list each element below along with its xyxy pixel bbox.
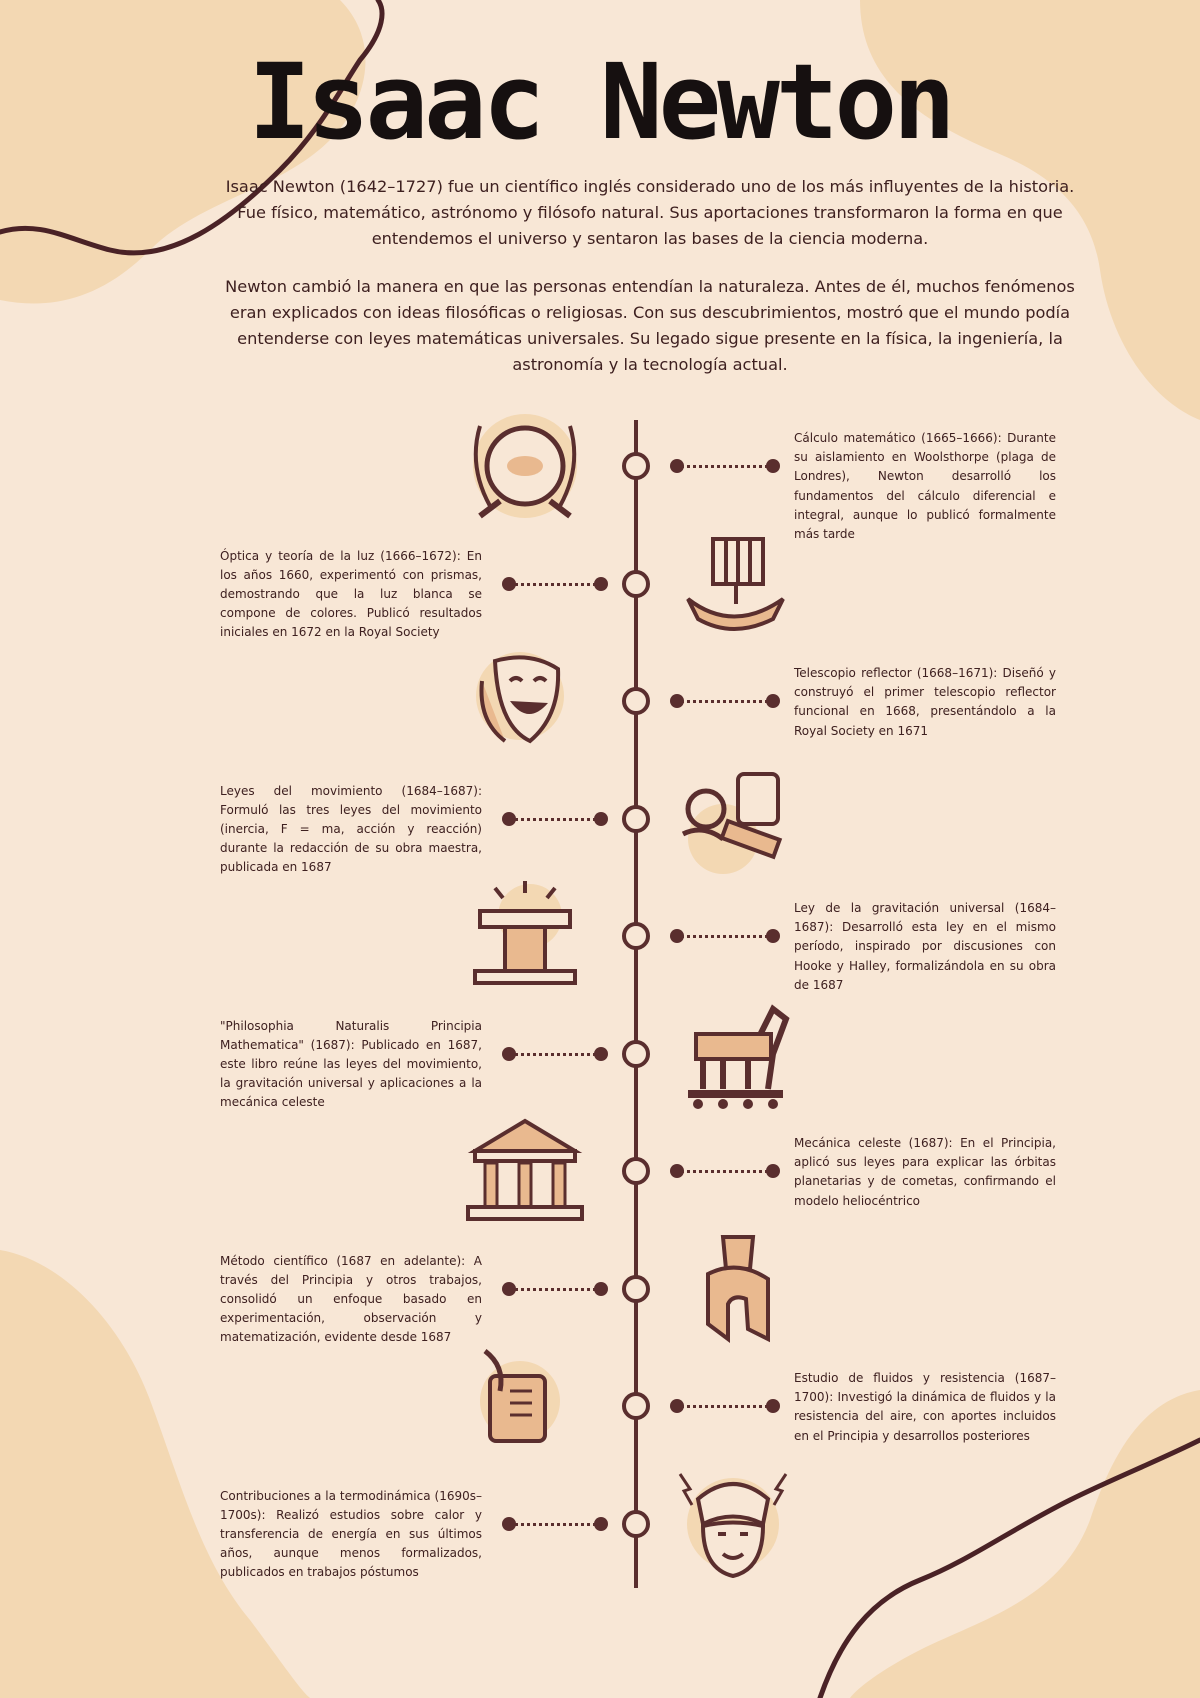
timeline-connector-3 — [670, 694, 780, 708]
timeline-entry-9: Estudio de fluidos y resistencia (1687–1700): Investigó la dinámica de fluidos y la resistencia del aire, con aportes incluidos en el Principia y desarrollos posteriores — [794, 1371, 1056, 1443]
zeus-head-icon — [668, 1464, 798, 1584]
intro-paragraph-1: Isaac Newton (1642–1727) fue un científico inglés considerado uno de los más influyentes de la historia. Fue físico, matemático, astrónomo y filósofo natural. Sus aportaciones transformaron la forma en que entendemos el universo y sentaron las bases de la ciencia moderna. — [225, 177, 1075, 248]
timeline-node-10 — [622, 1510, 650, 1538]
timeline-entry-2: Óptica y teoría de la luz (1666–1672): En los años 1660, experimentó con prismas, demostrando que la luz blanca se compone de colores. Publicó resultados iniciales en 1672 en la Royal Society — [220, 548, 482, 640]
theater-mask-icon — [460, 641, 590, 761]
timeline-node-8 — [622, 1275, 650, 1303]
timeline-entry-4: Leyes del movimiento (1684–1687): Formuló las tres leyes del movimiento (inercia, F = ma, acción y reacción) durante la redacción de su obra maestra, publicada en 1687 — [220, 783, 482, 875]
timeline-node-2 — [622, 570, 650, 598]
timeline-connector-1 — [670, 459, 780, 473]
timeline-connector-7 — [670, 1164, 780, 1178]
scroll-quill-icon — [460, 1346, 590, 1466]
timeline-entry-10: Contribuciones a la termodinámica (1690s–1700s): Realizó estudios sobre calor y transferencia de energía en sus últimos años, aunque menos formalizados, publicados en trabajos póstumos — [220, 1488, 482, 1580]
timeline-connector-10 — [502, 1517, 608, 1531]
timeline-entry-1: Cálculo matemático (1665–1666): Durante su aislamiento en Woolsthorpe (plaga de Londres), Newton desarrolló los fundamentos del cálculo diferencial e integral, aunque lo publicó formalmente más tarde — [794, 431, 1056, 542]
spartan-helmet-icon — [668, 1229, 798, 1349]
timeline-entry-3: Telescopio reflector (1668–1671): Diseñó y construyó el primer telescopio reflector funcional en 1668, presentándolo a la Royal Society en 1671 — [794, 666, 1056, 738]
intro-paragraph-2: Newton cambió la manera en que las personas entendían la naturaleza. Antes de él, muchos fenómenos eran explicados con ideas filosóficas o religiosas. Con sus descubrimientos, mostró que el mundo podía entenderse con leyes matemáticas universales. Su legado sigue presente en la física, la ingeniería, la astronomía y la tecnología actual. — [225, 277, 1075, 374]
timeline-connector-9 — [670, 1399, 780, 1413]
laurel-shield-icon — [460, 406, 590, 526]
trojan-horse-icon — [668, 994, 798, 1114]
timeline-entry-8: Método científico (1687 en adelante): A través del Principia y otros trabajos, consolidó un enfoque basado en experimentación, observación y matematización, evidente desde 1687 — [220, 1253, 482, 1345]
timeline-node-1 — [622, 452, 650, 480]
greek-temple-icon — [460, 1111, 590, 1231]
timeline-node-5 — [622, 922, 650, 950]
timeline-entry-6: "Philosophia Naturalis Principia Mathematica" (1687): Publicado en 1687, este libro reúne las leyes del movimiento, la gravitación universal y aplicaciones a la mecánica celeste — [220, 1018, 482, 1110]
timeline-connector-4 — [502, 812, 608, 826]
timeline-connector-5 — [670, 929, 780, 943]
column-capital-icon — [460, 876, 590, 996]
timeline-node-9 — [622, 1392, 650, 1420]
timeline-entry-5: Ley de la gravitación universal (1684–1687): Desarrolló esta ley en el mismo período, inspirado por discusiones con Hooke y Halley, formalizándola en su obra de 1687 — [794, 901, 1056, 992]
timeline-connector-8 — [502, 1282, 608, 1296]
page-title: Isaac Newton — [248, 41, 952, 163]
timeline-node-6 — [622, 1040, 650, 1068]
ruins-icon — [668, 759, 798, 879]
timeline-connector-2 — [502, 577, 608, 591]
timeline-connector-6 — [502, 1047, 608, 1061]
viking-ship-icon — [668, 524, 798, 644]
timeline-entry-7: Mecánica celeste (1687): En el Principia, aplicó sus leyes para explicar las órbitas planetarias y de cometas, confirmando el modelo heliocéntrico — [794, 1136, 1056, 1208]
timeline-node-4 — [622, 805, 650, 833]
timeline-node-3 — [622, 687, 650, 715]
timeline-node-7 — [622, 1157, 650, 1185]
